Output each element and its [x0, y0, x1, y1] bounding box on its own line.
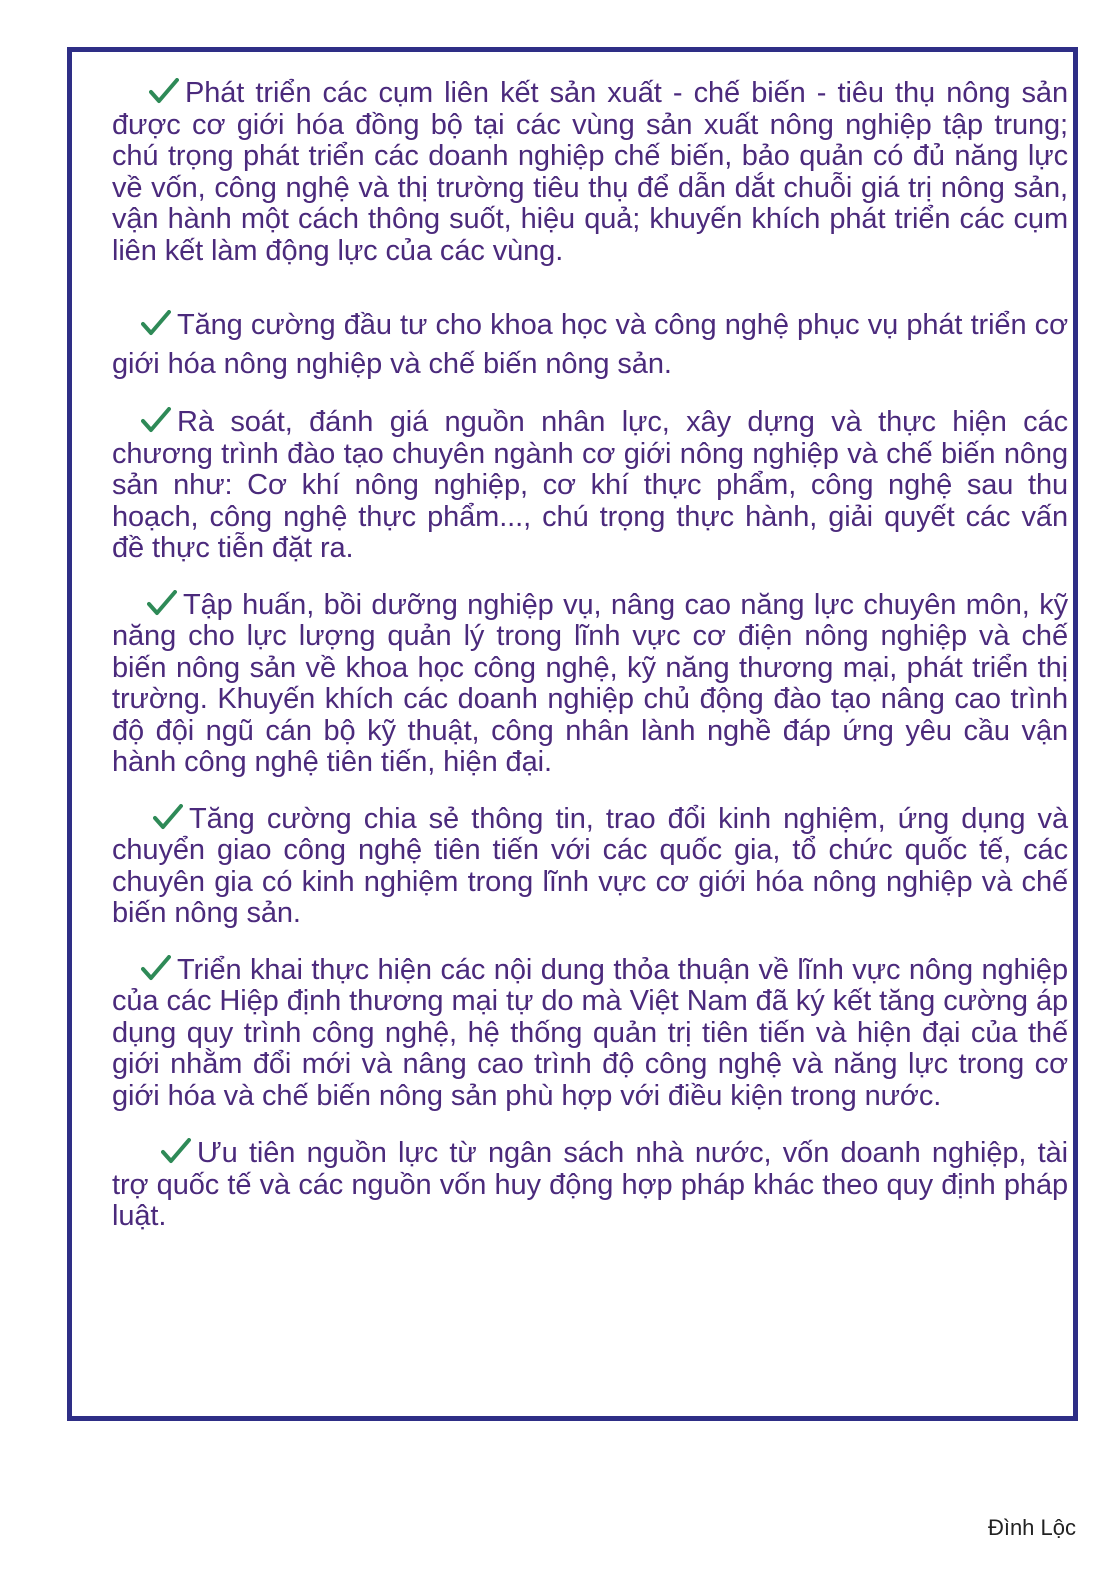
check-icon	[141, 955, 171, 981]
author-signature: Đình Lộc	[987, 1515, 1076, 1540]
paragraph-text: Rà soát, đánh giá nguồn nhân lực, xây dựng và thực hiện các chương trình đào tạo chuyên ngành cơ giới nông nghiệp và chế biến nông sản như: Cơ khí nông nghiệp, cơ khí thực phẩm, công nghệ sau thu hoạch, công nghệ thực phẩm..., chú trọng thực hành, giải quyết các vấn đề thực tiễn đặt ra.	[112, 406, 1068, 564]
check-icon	[141, 407, 171, 433]
paragraph-2	[112, 306, 1068, 384]
check-icon	[153, 804, 183, 830]
paragraph-6	[112, 955, 1068, 1113]
paragraph-text: Tập huấn, bồi dưỡng nghiệp vụ, nâng cao năng lực chuyên môn, kỹ năng cho lực lượng quản lý trong lĩnh vực cơ điện nông nghiệp và chế biến nông sản về khoa học công nghệ, kỹ năng thương mại, phát triển thị trường. Khuyến khích các doanh nghiệp chủ động đào tạo nâng cao trình độ đội ngũ cán bộ kỹ thuật, công nhân lành nghề đáp ứng yêu cầu vận hành công nghệ tiên tiến, hiện đại.	[112, 588, 1068, 778]
check-icon	[147, 590, 177, 616]
paragraph-text: Tăng cường chia sẻ thông tin, trao đổi kinh nghiệm, ứng dụng và chuyển giao công nghệ tiên tiến với các quốc gia, tổ chức quốc tế, các chuyên gia có kinh nghiệm trong lĩnh vực cơ giới hóa nông nghiệp và chế biến nông sản.	[112, 802, 1068, 929]
check-icon	[149, 78, 179, 104]
paragraph-4	[112, 590, 1068, 779]
paragraph-1	[112, 78, 1068, 267]
paragraph-text: Phát triển các cụm liên kết sản xuất - chế biến - tiêu thụ nông sản được cơ giới hóa đồng bộ tại các vùng sản xuất nông nghiệp tập trung; chú trọng phát triển các doanh nghiệp chế biến, bảo quản có đủ năng lực về vốn, công nghệ và thị trường tiêu thụ để dẫn dắt chuỗi giá trị nông sản, vận hành một cách thông suốt, hiệu quả; khuyến khích phát triển các cụm liên kết làm động lực của các vùng.	[112, 77, 1068, 267]
paragraph-text: Ưu tiên nguồn lực từ ngân sách nhà nước, vốn doanh nghiệp, tài trợ quốc tế và các nguồn vốn huy động hợp pháp khác theo quy định pháp luật.	[112, 1137, 1068, 1232]
document-body	[112, 78, 1068, 1233]
paragraph-text: Triển khai thực hiện các nội dung thỏa thuận về lĩnh vực nông nghiệp của các Hiệp định thương mại tự do mà Việt Nam đã ký kết tăng cường áp dụng quy trình công nghệ, hệ thống quản trị tiên tiến và hiện đại của thế giới nhằm đổi mới và nâng cao trình độ công nghệ và năng lực trong cơ giới hóa và chế biến nông sản phù hợp với điều kiện trong nước.	[112, 953, 1068, 1112]
check-icon	[141, 310, 171, 336]
paragraph-3	[112, 407, 1068, 565]
paragraph-text: Tăng cường đầu tư cho khoa học và công nghệ phục vụ phát triển cơ giới hóa nông nghiệp và chế biến nông sản.	[112, 309, 1068, 380]
paragraph-7	[112, 1138, 1068, 1233]
check-icon	[161, 1138, 191, 1164]
paragraph-5	[112, 804, 1068, 930]
